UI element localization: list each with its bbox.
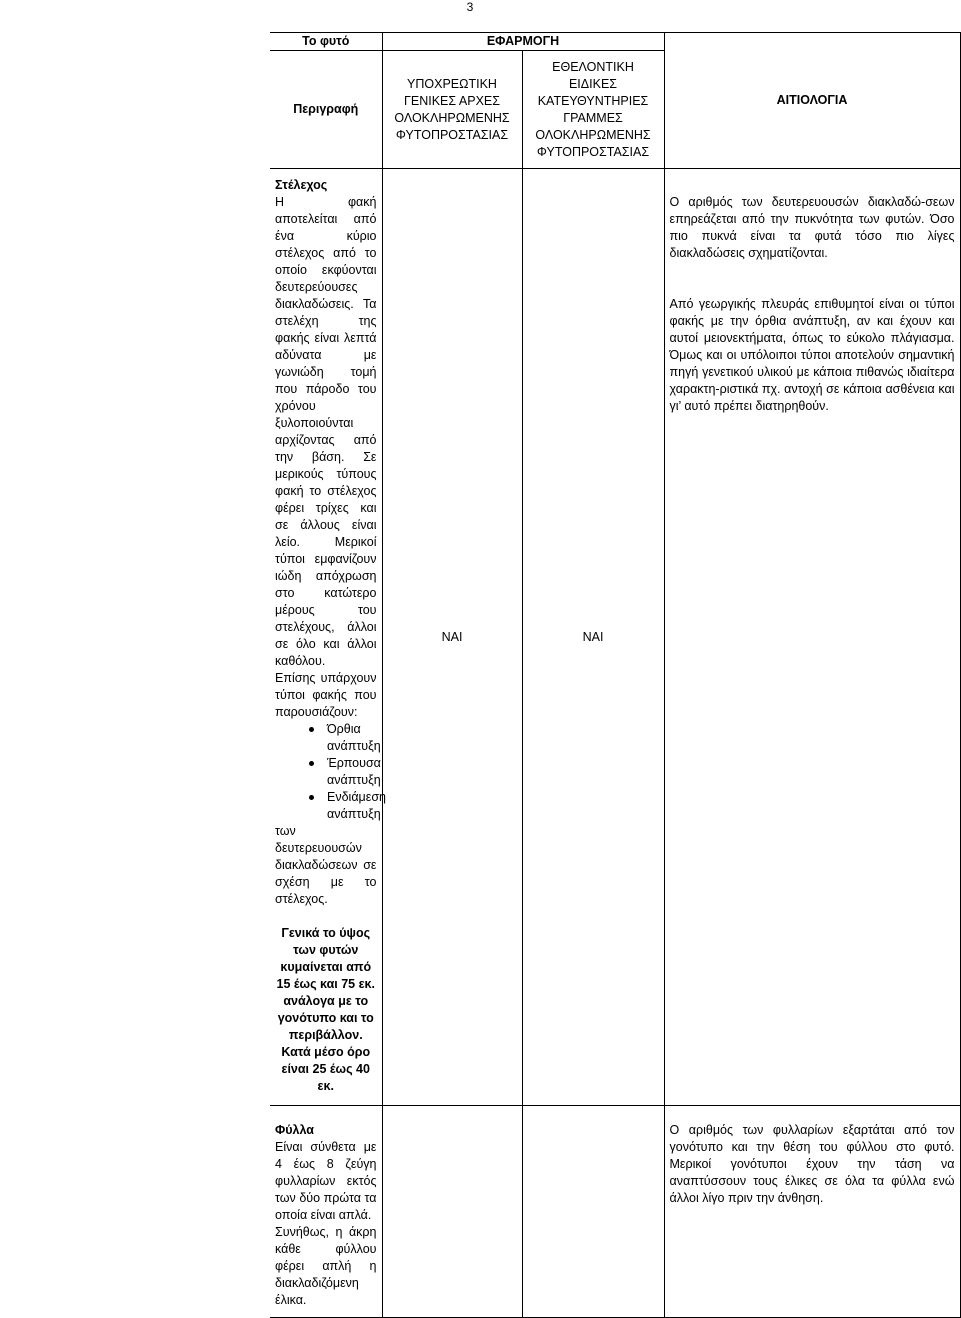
leaves-heading: Φύλλα (275, 1123, 314, 1137)
stem-heading: Στέλεχος (275, 178, 328, 192)
leaves-description (270, 1106, 382, 1318)
plant-title: Το φυτό (270, 33, 382, 51)
stem-paragraph-2: Επίσης υπάρχουν τύποι φακής που παρουσιάζουν: (275, 671, 377, 719)
page-number: 3 (466, 0, 474, 14)
stem-voluntary-value: ΝΑΙ (522, 169, 664, 1106)
leaves-reason-text: Ο αριθμός των φυλλαρίων εξαρτάται από τον γονότυπο και την θέση του φύλλου στο φυτό. Μερικοί γονότυποι έχουν την τάση να αναπτύσσουν τους έλικες σε όλα τα φύλλα ενώ άλλοι λίγο πριν την άνθηση. (669, 1123, 955, 1205)
description-title: Περιγραφή (270, 51, 382, 169)
stem-paragraph-1: Η φακή αποτελείται από ένα κύριο στέλεχος από το οποίο εκφύονται δευτερεύουσες διακλαδώσεις. Τα στελέχη της φακής είναι λεπτά αδύνατα με γωνιώδη τομή που πάροδο του χρόνου ξυλοποιούνται αρχίζοντας από την βάση. Σε μερικούς τύπους φακή το στέλεχος φέρει τρίχες και σε άλλους είναι λείο. Μερικοί τύποι εμφανίζουν ιώδη απόχρωση στο κατώτερο μέρους του στελέχους, άλλοι σε όλο και άλλοι καθόλου. (275, 195, 377, 668)
height-note: Γενικά το ύψος των φυτών κυμαίνεται από 15 έως και 75 εκ. ανάλογα με το γονότυπο και το περιβάλλον. Κατά μέσο όρο είναι 25 έως 40 εκ. (276, 926, 375, 1093)
integrated-protection-table (270, 32, 961, 1318)
stem-paragraph-3: των δευτερευουσών διακλαδώσεων σε σχέση με το στέλεχος. (275, 824, 377, 906)
leaves-row (270, 1106, 960, 1318)
leaves-paragraph-1: Είναι σύνθετα με 4 έως 8 ζεύγη φυλλαρίων εκτός των δύο πρώτα τα οποία είναι απλά. (275, 1140, 377, 1222)
leaves-paragraph-2: Συνήθως, η άκρη κάθε φύλλου φέρει απλή η διακλαδιζόμενη έλικα. (275, 1225, 377, 1307)
reason-title: ΑΙΤΙΟΛΟΓΙΑ (664, 33, 960, 169)
leaves-mandatory-value (382, 1106, 522, 1318)
list-item: Όρθια ανάπτυξη (309, 721, 377, 755)
stem-description (270, 169, 386, 1106)
stem-row (270, 169, 960, 1106)
stem-reason-2: Από γεωργικής πλευράς επιθυμητοί είναι οι τύποι φακής με την όρθια ανάπτυξη, αν και έχουν και αυτοί μειονεκτήματα, όπως το εύκολο πλάγιασμα. Όμως και οι υπόλοιποι τύποι αποτελούν σημαντική πηγή γενετικού υλικού με κάποια πιθανώς ιδιαίτερα χαρακτη-ριστικά πχ. αντοχή σε κάποια ασθένεια και γι’ αυτό πρέπει διατηρηθούν. (669, 297, 955, 413)
stem-mandatory-value: ΝΑΙ (382, 169, 522, 1106)
growth-types-list (275, 721, 386, 823)
stem-reason (664, 169, 960, 1106)
header-row-1 (270, 33, 960, 51)
stem-reason-1: Ο αριθμός των δευτερευουσών διακλαδώ-σεων επηρεάζεται από την πυκνότητα των φυτών. Όσο πιο πυκνά είναι τα φυτά τόσο πιο λίγες διακλαδώσεις σχηματίζονται. (669, 195, 955, 260)
list-item: Ενδιάμεση ανάπτυξη (309, 789, 377, 823)
voluntary-title: ΕΘΕΛΟΝΤΙΚΗ ΕΙΔΙΚΕΣ ΚΑΤΕΥΘΥΝΤΗΡΙΕΣ ΓΡΑΜΜΕΣ ΟΛΟΚΛΗΡΩΜΕΝΗΣ ΦΥΤΟΠΡΟΣΤΑΣΙΑΣ (522, 51, 664, 169)
list-item: Έρπουσα ανάπτυξη (309, 755, 377, 789)
mandatory-title: ΥΠΟΧΡΕΩΤΙΚΗ ΓΕΝΙΚΕΣ ΑΡΧΕΣ ΟΛΟΚΛΗΡΩΜΕΝΗΣ ΦΥΤΟΠΡΟΣΤΑΣΙΑΣ (382, 51, 522, 169)
application-title: ΕΦΑΡΜΟΓΗ (382, 33, 664, 51)
leaves-reason (664, 1106, 960, 1318)
leaves-voluntary-value (522, 1106, 664, 1318)
